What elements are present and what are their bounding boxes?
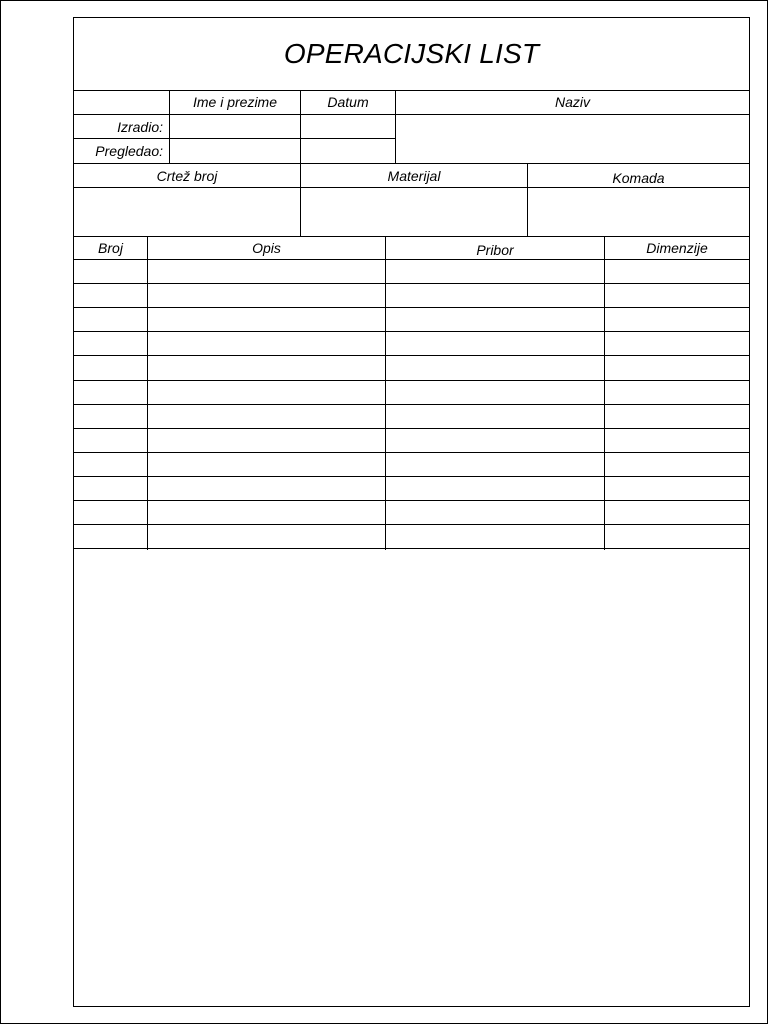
label-naziv: Naziv (554, 94, 590, 110)
table-cell[interactable] (386, 284, 604, 307)
table-cell[interactable] (148, 525, 385, 548)
table-cell[interactable] (148, 501, 385, 524)
table-cell[interactable] (386, 260, 604, 283)
table-cell[interactable] (74, 308, 147, 331)
table-cell[interactable] (386, 332, 604, 355)
table-cell[interactable] (386, 429, 604, 452)
table-cell[interactable] (148, 453, 385, 476)
table-cell[interactable] (605, 284, 749, 307)
table-cell[interactable] (74, 453, 147, 476)
table-cell[interactable] (74, 260, 147, 283)
label-crtez-broj: Crtež broj (156, 167, 218, 184)
label-pregledao: Pregledao: (95, 143, 163, 159)
table-cell[interactable] (386, 501, 604, 524)
column-header-dimenzije: Dimenzije (646, 240, 708, 256)
table-cell[interactable] (148, 284, 385, 307)
table-cell[interactable] (386, 356, 604, 379)
label-ime-prezime: Ime i prezime (192, 94, 278, 110)
label-izradio: Izradio: (117, 118, 163, 135)
table-cell[interactable] (605, 381, 749, 404)
table-cell[interactable] (386, 405, 604, 428)
column-header-pribor: Pribor (476, 241, 514, 258)
table-cell[interactable] (148, 477, 385, 500)
table-cell[interactable] (148, 429, 385, 452)
column-header-broj: Broj (98, 240, 123, 256)
komada-field[interactable] (528, 188, 749, 236)
table-cell[interactable] (605, 429, 749, 452)
table-cell[interactable] (605, 332, 749, 355)
column-header-opis: Opis (252, 240, 281, 256)
table-cell[interactable] (605, 356, 749, 379)
table-cell[interactable] (74, 525, 147, 548)
table-cell[interactable] (605, 477, 749, 500)
table-cell[interactable] (74, 356, 147, 379)
table-divider (147, 236, 148, 550)
table-cell[interactable] (148, 308, 385, 331)
form-title: OPERACIJSKI LIST (74, 18, 749, 91)
table-cell[interactable] (605, 453, 749, 476)
table-cell[interactable] (148, 381, 385, 404)
table-cell[interactable] (74, 405, 147, 428)
notes-area[interactable] (74, 551, 749, 1006)
table-divider (385, 236, 386, 550)
table-cell[interactable] (148, 260, 385, 283)
materijal-field[interactable] (301, 188, 527, 236)
izradio-date-field[interactable] (301, 115, 395, 138)
table-cell[interactable] (386, 381, 604, 404)
pregledao-name-field[interactable] (170, 139, 300, 163)
table-divider (604, 236, 605, 550)
table-cell[interactable] (148, 405, 385, 428)
crtez-broj-field[interactable] (74, 188, 300, 236)
table-cell[interactable] (74, 501, 147, 524)
table-cell[interactable] (605, 308, 749, 331)
table-cell[interactable] (386, 308, 604, 331)
label-datum: Datum (327, 94, 369, 110)
table-cell[interactable] (148, 332, 385, 355)
table-cell[interactable] (74, 429, 147, 452)
table-cell[interactable] (605, 501, 749, 524)
label-materijal: Materijal (387, 167, 441, 184)
table-cell[interactable] (74, 332, 147, 355)
operation-sheet-form (73, 17, 750, 1007)
table-cell[interactable] (74, 284, 147, 307)
table-cell[interactable] (74, 477, 147, 500)
table-cell[interactable] (386, 477, 604, 500)
pregledao-date-field[interactable] (301, 139, 395, 163)
naziv-field[interactable] (396, 115, 749, 163)
table-cell[interactable] (605, 260, 749, 283)
table-cell[interactable] (605, 525, 749, 548)
table-row-line (74, 548, 749, 549)
table-cell[interactable] (386, 453, 604, 476)
table-cell[interactable] (148, 356, 385, 379)
table-cell[interactable] (386, 525, 604, 548)
izradio-name-field[interactable] (170, 115, 300, 138)
table-cell[interactable] (74, 381, 147, 404)
label-komada: Komada (612, 169, 665, 186)
table-cell[interactable] (605, 405, 749, 428)
